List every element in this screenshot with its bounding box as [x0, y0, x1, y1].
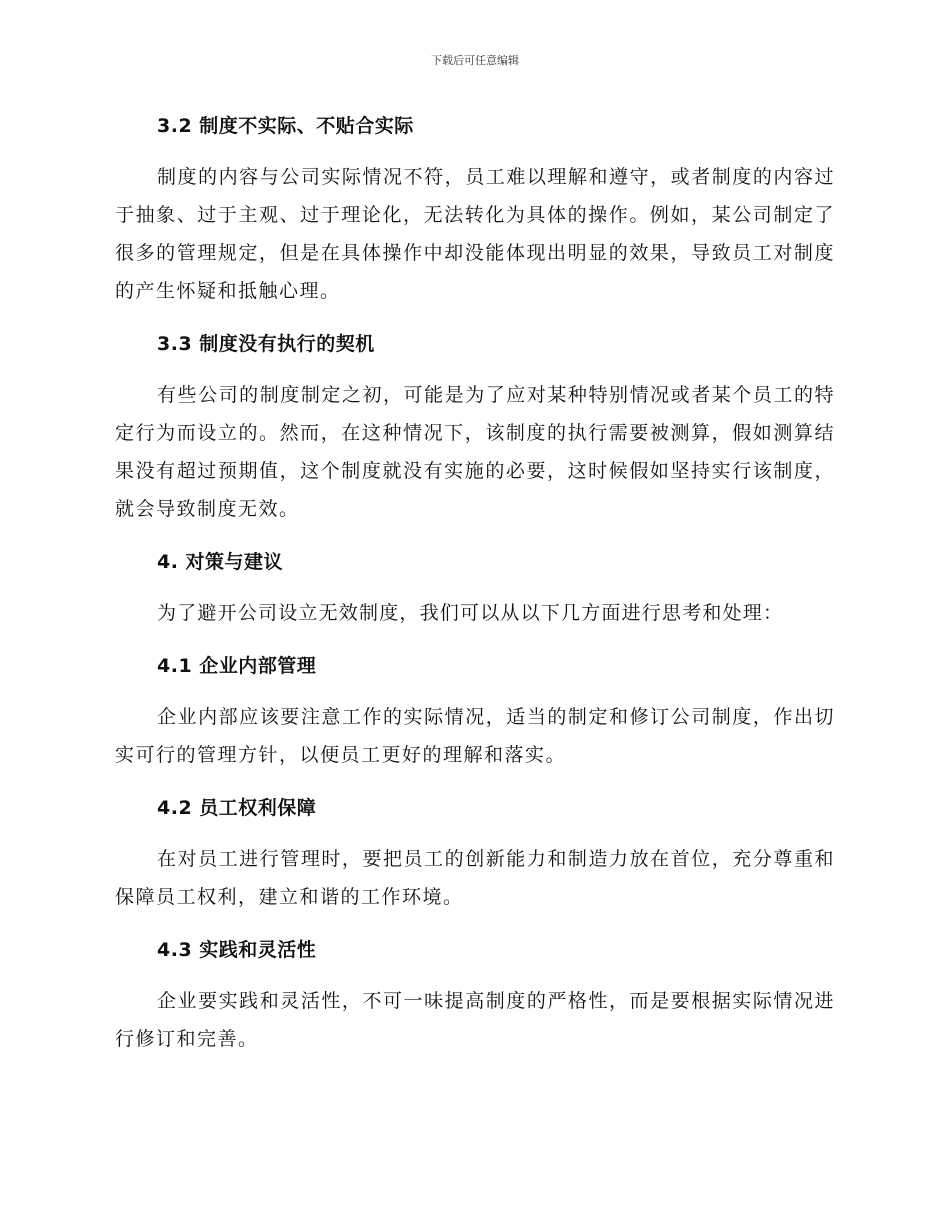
section-heading-4-2: 4.2 员工权利保障: [157, 797, 317, 819]
section-paragraph-4-1: 企业内部应该要注意工作的实际情况，适当的制定和修订公司制度，作出切实可行的管理方针，以便员工更好的理解和落实。: [115, 706, 835, 766]
section-heading-4: 4. 对策与建议: [157, 551, 284, 573]
section-heading-3-3: 3.3 制度没有执行的契机: [157, 333, 375, 355]
section-paragraph-3-3: 有些公司的制度制定之初，可能是为了应对某种特别情况或者某个员工的特定行为而设立的。然而，在这种情况下，该制度的执行需要被测算，假如测算结果没有超过预期值，这个制度就没有实施的必要，这时候假如坚持实行该制度，就会导致制度无效。: [115, 384, 835, 520]
section-heading-4-1: 4.1 企业内部管理: [157, 655, 317, 677]
section-heading-4-3: 4.3 实践和灵活性: [157, 939, 317, 961]
section-paragraph-4-3: 企业要实践和灵活性，不可一味提高制度的严格性，而是要根据实际情况进行修订和完善。: [115, 990, 835, 1050]
section-heading-3-2: 3.2 制度不实际、不贴合实际: [157, 115, 414, 137]
section-paragraph-4: 为了避开公司设立无效制度，我们可以从以下几方面进行思考和处理：: [157, 602, 784, 624]
document-body: [115, 108, 835, 1058]
page-header: 下载后可任意编辑: [431, 54, 519, 67]
section-paragraph-4-2: 在对员工进行管理时，要把员工的创新能力和制造力放在首位，充分尊重和保障员工权利，建立和谐的工作环境。: [115, 848, 835, 908]
section-paragraph-3-2: 制度的内容与公司实际情况不符，员工难以理解和遵守，或者制度的内容过于抽象、过于主观、过于理论化，无法转化为具体的操作。例如，某公司制定了很多的管理规定，但是在具体操作中却没能体现出明显的效果，导致员工对制度的产生怀疑和抵触心理。: [115, 166, 835, 302]
